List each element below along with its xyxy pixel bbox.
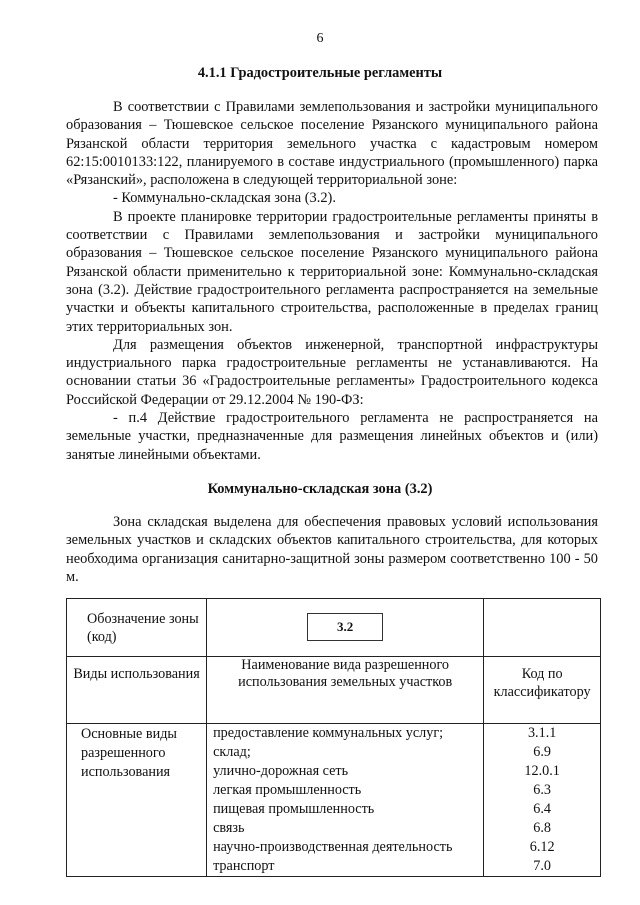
list-item-code: 6.12 — [529, 839, 555, 855]
paragraph-5: - п.4 Действие градостроительного регламента не распространяется на земельные участки, предназначенные для размещения линейных объектов и (или) занятые линейными объектами. — [66, 410, 598, 463]
list-item: научно-производственная деятельность — [213, 839, 453, 855]
zone-code-box: 3.2 — [307, 613, 383, 641]
uses-list — [207, 724, 484, 877]
section1-body — [66, 98, 598, 464]
table-header-row-columns — [67, 657, 601, 724]
empty-header-cell — [484, 599, 601, 657]
section2-body — [66, 513, 598, 586]
main-uses-label: Основные виды разрешенного использования — [67, 724, 207, 877]
codes-list — [484, 724, 601, 877]
column-header-types: Виды использования — [67, 657, 207, 724]
paragraph-1: В соответствии с Правилами землепользования и застройки муниципального образования – Тюшевское сельское поселение Рязанского муниципального района Рязанской области территория земельного участка с кадастровым номером 62:15:0010133:122, планируемого в составе индустриального (промышленного) парка «Рязанский», расположена в следующей территориальной зоне: — [66, 99, 598, 189]
list-item-code: 6.9 — [533, 744, 551, 760]
list-item: улично-дорожная сеть — [213, 763, 349, 779]
zone-label-cell: Обозначение зоны (код) — [67, 599, 207, 657]
page-number: 6 — [316, 31, 324, 46]
list-item: предоставление коммунальных услуг; — [213, 725, 444, 741]
zone-code-cell — [207, 599, 484, 657]
table-row-main-uses — [67, 724, 601, 877]
section-heading-zone: Коммунально-складская зона (3.2) — [207, 481, 433, 497]
zone-paragraph: Зона складская выделена для обеспечения правовых условий использования земельных участков и складских объектов капитального строительства, для которых необходима организация санитарно-защитной зоны размером соответственно 100 - 50 м. — [66, 514, 598, 585]
regulations-table — [66, 598, 601, 877]
column-header-name: Наименование вида разрешенного использования земельных участков — [207, 657, 484, 724]
paragraph-3: В проекте планировке территории градостроительные регламенты приняты в соответствии с Правилами землепользования и застройки муниципального образования – Тюшевское сельское поселение Рязанского муниципального района Рязанской области применительно к территориальной зоне: Коммунально-складская зона (3.2). Действие градостроительного регламента распространяется на земельные участки и объекты капитального строительства, расположенные в пределах границ этих территориальных зон. — [66, 208, 598, 335]
column-header-code: Код по классификатору — [484, 657, 601, 724]
paragraph-2: - Коммунально-складская зона (3.2). — [113, 190, 336, 207]
list-item: транспорт — [213, 858, 275, 874]
list-item: склад; — [213, 744, 251, 760]
table-header-row-code — [67, 599, 601, 657]
list-item-code: 7.0 — [533, 858, 551, 874]
list-item-code: 6.4 — [533, 801, 551, 817]
list-item: пищевая промышленность — [213, 801, 375, 817]
list-item-code: 3.1.1 — [527, 725, 557, 741]
list-item-code: 6.8 — [533, 820, 551, 836]
section-heading-regulations: 4.1.1 Градостроительные регламенты — [197, 65, 443, 81]
list-item: легкая промышленность — [213, 782, 362, 798]
list-item: связь — [213, 820, 245, 836]
paragraph-4: Для размещения объектов инженерной, транспортной инфраструктуры индустриального парка градостроительные регламенты не устанавливаются. На основании статьи 36 «Градостроительные регламенты» Градостроительного кодекса Российской Федерации от 29.12.2004 № 190-ФЗ: — [66, 336, 598, 408]
list-item-code: 12.0.1 — [524, 763, 560, 779]
list-item-code: 6.3 — [533, 782, 551, 798]
